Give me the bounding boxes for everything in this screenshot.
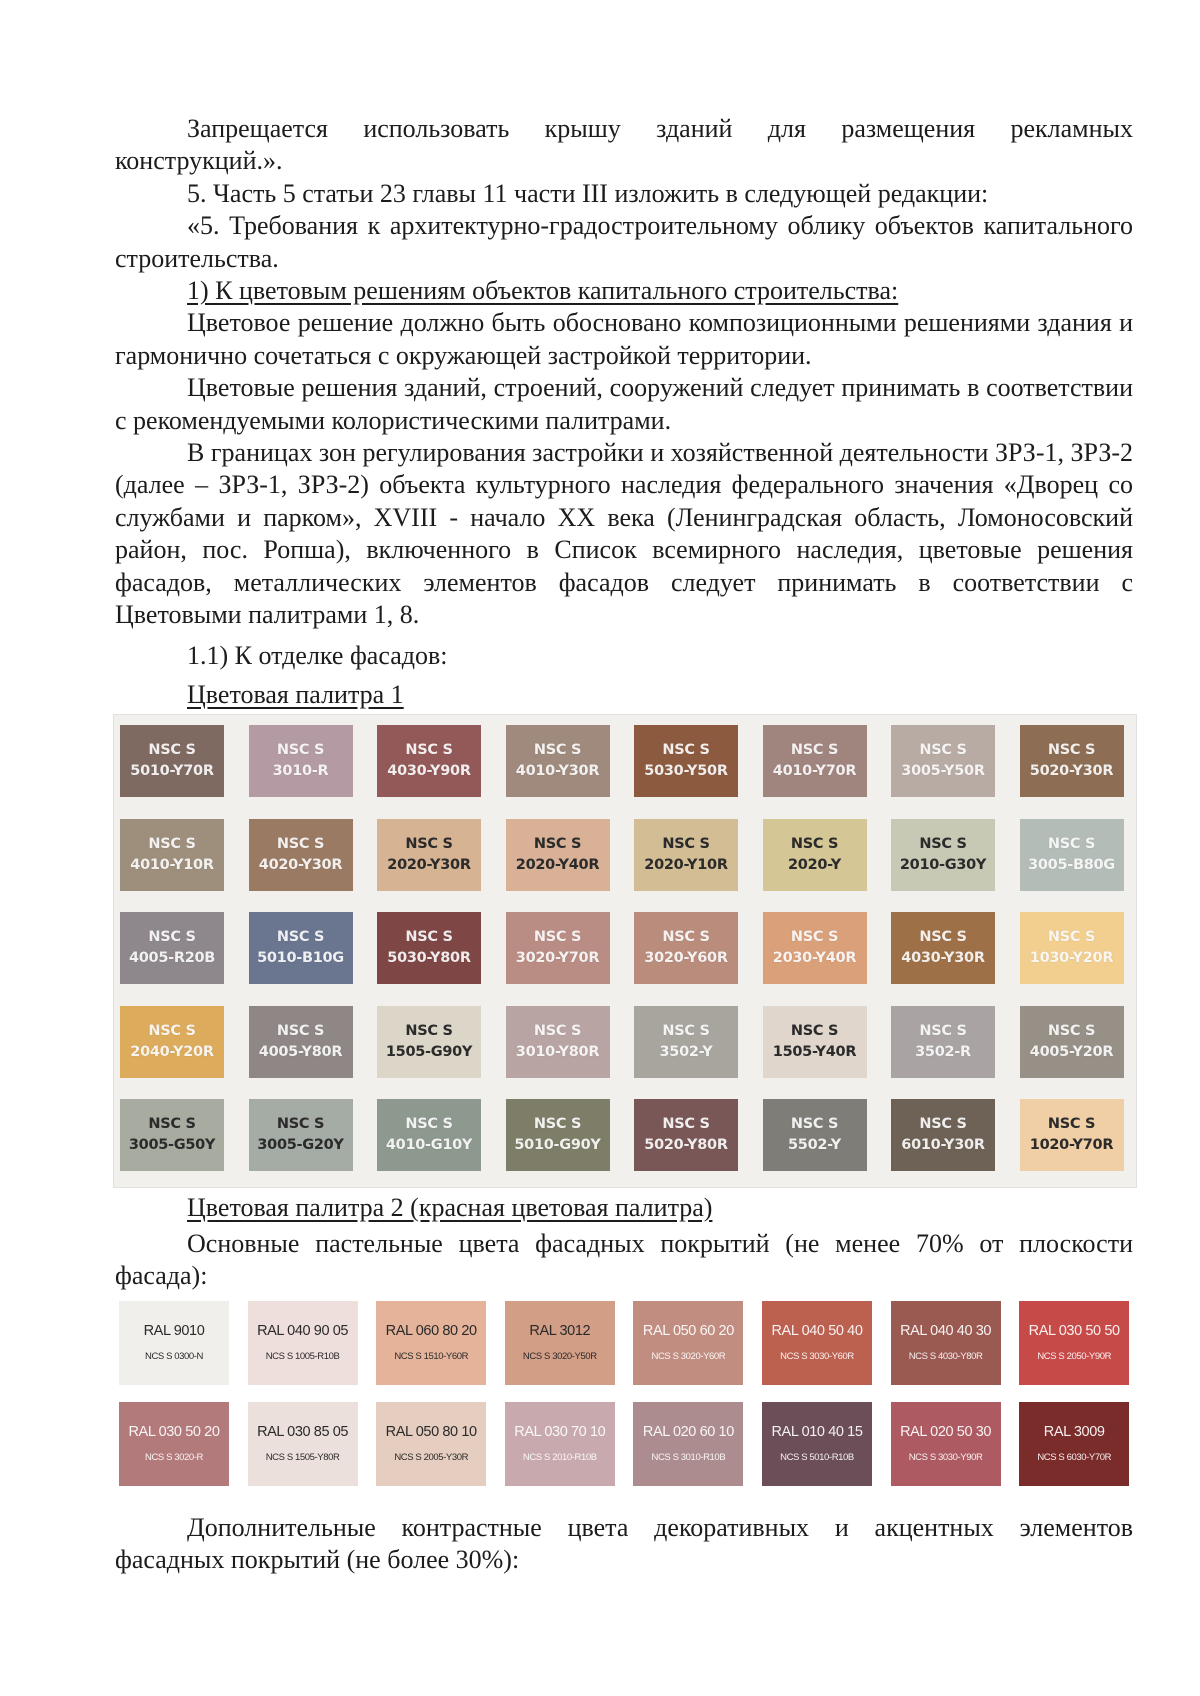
color-swatch <box>891 725 995 797</box>
swatch-code-label: 2020-Y40R <box>515 856 600 873</box>
swatch-system-label: NSC S <box>533 835 582 852</box>
swatch-system-label: NSC S <box>790 929 839 945</box>
swatch-ral-label: RAL 030 85 05 <box>257 1424 349 1440</box>
color-swatch <box>249 1099 353 1171</box>
swatch-code-label: 3005-G50Y <box>128 1137 216 1153</box>
color-swatch <box>120 1006 224 1078</box>
swatch-code-label: 3005-B80G <box>1028 856 1115 873</box>
swatch-ncs-label: NCS S 1005-R10B <box>265 1351 340 1362</box>
palette-2-title: Цветовая палитра 2 (красная цветовая палитра) <box>187 1193 713 1222</box>
paragraph: Цветовое решение должно быть обосновано композиционными решениями здания и гармонично сочетаться с окружающей застройкой территории. <box>115 308 1133 370</box>
color-swatch <box>891 1301 1001 1385</box>
paragraph: Дополнительные контрастные цвета декоративных и акцентных элементов фасадных покрытий (не более 30%): <box>115 1513 1133 1575</box>
color-swatch <box>377 819 481 891</box>
swatch-system-label: NSC S <box>1047 742 1096 758</box>
color-swatch <box>891 912 995 984</box>
swatch-code-label: 4005-Y80R <box>258 1043 343 1060</box>
color-swatch <box>506 1006 610 1078</box>
color-swatch <box>120 912 224 984</box>
swatch-code-label: 5020-Y30R <box>1029 763 1114 779</box>
swatch-system-label: NSC S <box>662 835 710 852</box>
color-swatch <box>1020 1006 1124 1078</box>
swatch-system-label: NSC S <box>148 742 196 758</box>
color-swatch <box>763 1006 867 1078</box>
swatch-ncs-label: NCS S 1510-Y60R <box>394 1351 469 1362</box>
swatch-system-label: NSC S <box>919 835 967 852</box>
swatch-code-label: 3010-R <box>272 763 329 779</box>
swatch-system-label: NSC S <box>919 1022 967 1039</box>
swatch-system-label: NSC S <box>1047 1116 1096 1132</box>
swatch-system-label: NSC S <box>662 1116 710 1132</box>
swatch-system-label: NSC S <box>790 1116 839 1132</box>
swatch-code-label: 3005-G20Y <box>257 1137 344 1153</box>
swatch-ral-label: RAL 3012 <box>529 1323 591 1339</box>
swatch-system-label: NSC S <box>790 835 839 852</box>
swatch-system-label: NSC S <box>919 1116 967 1132</box>
swatch-system-label: NSC S <box>148 929 196 945</box>
swatch-system-label: NSC S <box>405 929 453 945</box>
swatch-system-label: NSC S <box>919 742 967 758</box>
subheading-text: 1) К цветовым решениям объектов капитального строительства: <box>187 276 899 306</box>
color-swatch <box>634 819 738 891</box>
color-swatch <box>633 1301 743 1385</box>
color-swatch <box>120 1099 224 1171</box>
color-swatch <box>376 1402 486 1486</box>
swatch-system-label: NSC S <box>533 742 582 758</box>
color-swatch <box>506 912 610 984</box>
paragraph: 5. Часть 5 статьи 23 главы 11 части III изложить в следующей редакции: <box>187 178 989 208</box>
color-swatch <box>377 912 481 984</box>
color-swatch <box>762 1301 872 1385</box>
swatch-system-label: NSC S <box>405 835 453 852</box>
swatch-code-label: 4020-Y30R <box>258 856 343 873</box>
color-swatch <box>506 819 610 891</box>
swatch-ral-label: RAL 050 60 20 <box>642 1323 734 1339</box>
swatch-system-label: NSC S <box>276 1022 325 1039</box>
color-swatch <box>505 1402 615 1486</box>
paragraph: Запрещается использовать крышу зданий для размещения рекламных конструкций.». <box>115 114 1133 176</box>
section-heading: 1.1) К отделке фасадов: <box>187 641 448 670</box>
color-swatch <box>249 912 353 984</box>
color-swatch <box>763 725 867 797</box>
swatch-ral-label: RAL 9010 <box>143 1323 205 1339</box>
swatch-system-label: NSC S <box>405 742 453 758</box>
swatch-code-label: 4010-Y30R <box>515 763 600 779</box>
color-swatch <box>891 819 995 891</box>
swatch-ncs-label: NCS S 3020-Y60R <box>651 1351 726 1362</box>
swatch-code-label: 5010-Y70R <box>130 763 214 779</box>
swatch-ncs-label: NCS S 5010-R10B <box>780 1452 854 1463</box>
swatch-system-label: NSC S <box>1047 929 1096 945</box>
swatch-ral-label: RAL 020 60 10 <box>642 1424 734 1440</box>
swatch-system-label: NSC S <box>405 1022 453 1039</box>
color-swatch <box>377 1006 481 1078</box>
swatch-ncs-label: NCS S 6030-Y70R <box>1037 1452 1112 1463</box>
color-swatch <box>248 1301 358 1385</box>
swatch-ral-label: RAL 060 80 20 <box>385 1323 477 1339</box>
swatch-code-label: 4005-Y20R <box>1029 1043 1114 1060</box>
swatch-ral-label: RAL 040 50 40 <box>771 1323 863 1339</box>
swatch-ral-label: RAL 030 50 20 <box>128 1424 220 1440</box>
swatch-system-label: NSC S <box>405 1116 453 1132</box>
paragraph: Основные пастельные цвета фасадных покрытий (не менее 70% от плоскости фасада): <box>115 1229 1133 1291</box>
color-swatch <box>891 1402 1001 1486</box>
swatch-ncs-label: NCS S 1505-Y80R <box>265 1452 340 1463</box>
swatch-ncs-label: NCS S 4030-Y80R <box>908 1351 983 1362</box>
color-swatch <box>762 1402 872 1486</box>
text-block-palette-2-intro <box>115 1228 1133 1293</box>
color-swatch <box>377 1099 481 1171</box>
color-swatch <box>120 819 224 891</box>
color-swatch <box>120 725 224 797</box>
swatch-ncs-label: NCS S 0300-N <box>144 1351 204 1362</box>
swatch-ncs-label: NCS S 3020-R <box>144 1452 204 1463</box>
swatch-code-label: 2010-G30Y <box>899 856 987 873</box>
swatch-code-label: 4030-Y30R <box>901 950 985 966</box>
color-swatch <box>1019 1301 1129 1385</box>
swatch-code-label: 2020-Y <box>788 856 841 873</box>
color-swatch <box>1020 912 1124 984</box>
swatch-system-label: NSC S <box>276 929 325 945</box>
swatch-ral-label: RAL 040 40 30 <box>900 1323 992 1339</box>
color-swatch <box>377 725 481 797</box>
swatch-code-label: 3502-Y <box>659 1043 713 1060</box>
swatch-system-label: NSC S <box>533 1022 582 1039</box>
swatch-code-label: 1505-G90Y <box>385 1043 473 1060</box>
subheading-underlined <box>115 275 1133 307</box>
swatch-system-label: NSC S <box>1047 835 1096 852</box>
color-swatch <box>505 1301 615 1385</box>
swatch-code-label: 2040-Y20R <box>130 1043 214 1060</box>
swatch-code-label: 2020-Y30R <box>387 856 471 873</box>
color-swatch <box>634 1006 738 1078</box>
swatch-code-label: 1505-Y40R <box>772 1043 857 1060</box>
color-swatch <box>376 1301 486 1385</box>
color-swatch <box>249 819 353 891</box>
swatch-ral-label: RAL 030 50 50 <box>1028 1323 1120 1339</box>
text-block-accent <box>115 1512 1133 1577</box>
color-swatch <box>634 725 738 797</box>
swatch-code-label: 5010-G90Y <box>514 1137 601 1153</box>
swatch-code-label: 5030-Y50R <box>644 763 728 779</box>
color-swatch <box>891 1006 995 1078</box>
color-swatch <box>891 1099 995 1171</box>
swatch-ral-label: RAL 3009 <box>1043 1424 1105 1440</box>
swatch-system-label: NSC S <box>919 929 967 945</box>
color-swatch <box>763 1099 867 1171</box>
swatch-system-label: NSC S <box>148 1022 196 1039</box>
color-swatch <box>1019 1402 1129 1486</box>
swatch-ral-label: RAL 030 70 10 <box>514 1424 606 1440</box>
swatch-code-label: 5010-B10G <box>257 950 344 966</box>
swatch-system-label: NSC S <box>533 929 582 945</box>
swatch-code-label: 4010-G10Y <box>385 1137 473 1153</box>
swatch-system-label: NSC S <box>662 1022 710 1039</box>
swatch-code-label: 4010-Y70R <box>772 763 857 779</box>
swatch-ncs-label: NCS S 2005-Y30R <box>394 1452 469 1463</box>
swatch-system-label: NSC S <box>1047 1022 1096 1039</box>
color-swatch <box>763 819 867 891</box>
swatch-ral-label: RAL 040 90 05 <box>257 1323 349 1339</box>
swatch-code-label: 5030-Y80R <box>387 950 471 966</box>
color-swatch <box>634 1099 738 1171</box>
swatch-code-label: 2020-Y10R <box>644 856 728 873</box>
swatch-code-label: 1020-Y70R <box>1029 1137 1114 1153</box>
swatch-ncs-label: NCS S 3020-Y50R <box>522 1351 597 1362</box>
swatch-code-label: 2030-Y40R <box>772 950 857 966</box>
swatch-system-label: NSC S <box>276 835 325 852</box>
swatch-ncs-label: NCS S 2050-Y90R <box>1037 1351 1112 1362</box>
swatch-code-label: 6010-Y30R <box>901 1137 985 1153</box>
swatch-ral-label: RAL 020 50 30 <box>900 1424 992 1440</box>
swatch-system-label: NSC S <box>790 742 839 758</box>
swatch-code-label: 3020-Y60R <box>644 950 728 966</box>
color-swatch <box>506 1099 610 1171</box>
color-swatch <box>506 725 610 797</box>
swatch-ncs-label: NCS S 3010-R10B <box>651 1452 726 1463</box>
swatch-system-label: NSC S <box>533 1116 582 1132</box>
swatch-ncs-label: NCS S 2010-R10B <box>522 1452 597 1463</box>
swatch-system-label: NSC S <box>662 742 710 758</box>
color-swatch <box>1020 1099 1124 1171</box>
paragraph: «5. Требования к архитектурно-градостроительному облику объектов капитального строительства. <box>115 211 1133 273</box>
swatch-code-label: 3010-Y80R <box>515 1043 600 1060</box>
color-swatch <box>249 725 353 797</box>
swatch-ral-label: RAL 010 40 15 <box>771 1424 863 1440</box>
swatch-code-label: 5502-Y <box>788 1137 841 1153</box>
swatch-ncs-label: NCS S 3030-Y90R <box>908 1452 983 1463</box>
color-swatch <box>633 1402 743 1486</box>
swatch-system-label: NSC S <box>790 1022 839 1039</box>
swatch-code-label: 3005-Y50R <box>901 763 985 779</box>
paragraph: В границах зон регулирования застройки и хозяйственной деятельности ЗРЗ-1, ЗРЗ-2 (далее – ЗРЗ-1, ЗРЗ-2) объекта культурного наследия федерального значения «Дворец со службами и парком», XVIII - начало XX века (Ленинградская область, Ломоносовский район, пос. Ропша), включенного в Список всемирного наследия, цветовые решения фасадов, металлических элементов фасадов следует принимать в соответствии с Цветовыми палитрами 1, 8. <box>115 438 1133 630</box>
color-swatch <box>763 912 867 984</box>
color-swatch <box>1020 819 1124 891</box>
color-swatch <box>249 1006 353 1078</box>
swatch-code-label: 4005-R20B <box>128 950 216 966</box>
palette-2-swatches <box>113 1301 1135 1501</box>
palette-1-swatches <box>113 714 1137 1188</box>
swatch-code-label: 3020-Y70R <box>515 950 600 966</box>
swatch-code-label: 3502-R <box>915 1043 971 1060</box>
swatch-code-label: 5020-Y80R <box>644 1137 728 1153</box>
swatch-system-label: NSC S <box>662 929 710 945</box>
swatch-system-label: NSC S <box>148 1116 196 1132</box>
paragraph: Цветовые решения зданий, строений, сооружений следует принимать в соответствии с рекомендуемыми колористическими палитрами. <box>115 373 1133 435</box>
swatch-code-label: 4030-Y90R <box>387 763 471 779</box>
swatch-system-label: NSC S <box>276 1116 325 1132</box>
color-swatch <box>248 1402 358 1486</box>
swatch-code-label: 1030-Y20R <box>1029 950 1114 966</box>
color-swatch <box>1020 725 1124 797</box>
text-block-intro <box>115 113 1133 632</box>
swatch-system-label: NSC S <box>276 742 325 758</box>
swatch-code-label: 4010-Y10R <box>130 856 214 873</box>
swatch-ral-label: RAL 050 80 10 <box>385 1424 477 1440</box>
color-swatch <box>119 1402 229 1486</box>
color-swatch <box>634 912 738 984</box>
swatch-system-label: NSC S <box>148 835 196 852</box>
palette-1-title: Цветовая палитра 1 <box>187 680 404 709</box>
swatch-ncs-label: NCS S 3030-Y60R <box>780 1351 854 1362</box>
color-swatch <box>119 1301 229 1385</box>
